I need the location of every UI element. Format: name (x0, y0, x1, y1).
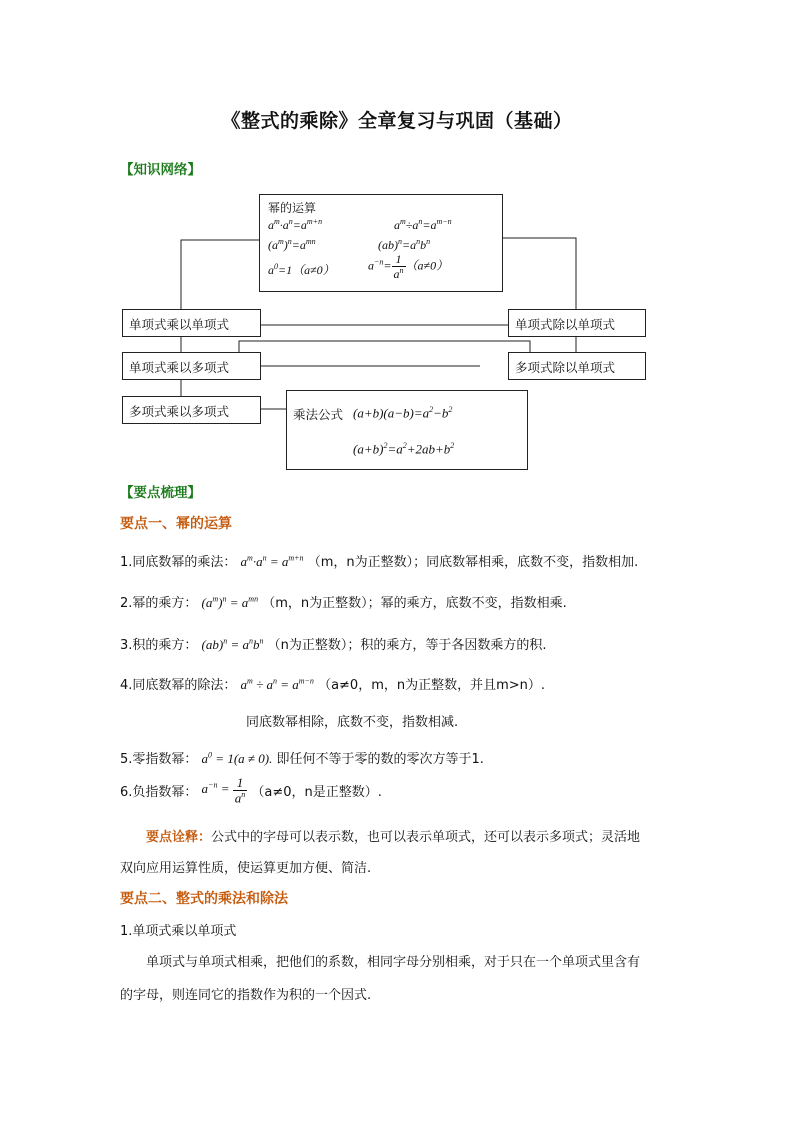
item1-cond: （m，n为正整数）； (307, 555, 427, 570)
node-poly-div-mono-label: 多项式除以单项式 (515, 360, 616, 375)
point2-para-line2: 的字母，则连同它的指数作为积的一个因式. (120, 988, 372, 1003)
power-rules-heading: 幂的运算 (268, 201, 317, 215)
point1-item4-text: 同底数幂相除，底数不变，指数相减. (246, 715, 459, 730)
node-poly-times-poly-label: 多项式乘以多项式 (129, 404, 230, 419)
point2-para-line1: 单项式与单项式相乘，把他们的系数，相同字母分别相乘，对于只在一个单项式里含有 (146, 955, 641, 970)
item6-prefix: 6.负指数幂： (120, 784, 198, 800)
item2-cond: （m，n为正整数）； (262, 596, 381, 611)
formula-difference-of-squares: $(a+b)(a-b)=a^2-b^2$ (353, 405, 453, 421)
point1-item2 (120, 592, 567, 611)
item4-formula: $a^m \div a^n = a^{m-n}$ (240, 676, 314, 692)
node-mono-times-mono (122, 309, 261, 337)
point1-note-line1 (146, 826, 640, 845)
node-poly-times-poly (122, 396, 261, 424)
point1-heading: 要点一、幂的运算 (120, 516, 232, 532)
power-rule-negative: $a^{-n}=$ $\frac{1}{a^n}$ （a≠0） (368, 252, 449, 281)
point1-item5 (120, 748, 484, 767)
point1-note-line2: 双向应用运算性质，使运算更加方便、简洁. (120, 861, 372, 876)
item1-formula: $a^m\cdot a^n = a^{m+n}$ (240, 553, 304, 569)
power-rule-power: $(a^m)^n=a^{mn}$ (268, 237, 316, 252)
item4-prefix: 4.同底数幂的除法： (120, 678, 237, 693)
item3-cond: （n为正整数）； (267, 638, 361, 653)
power-rule-product-power: $(ab)^n=a^nb^n$ (378, 237, 431, 252)
item2-prefix: 2.幂的乘方： (120, 596, 198, 611)
item5-formula: $a^0 = 1(a \ne 0)$. (201, 750, 273, 766)
point1-item6 (120, 776, 382, 805)
item6-formula: $a^{-n}$ = $\frac{1}{a^n}$ (201, 775, 246, 805)
power-rules-box (259, 194, 503, 292)
item4-cond: （a≠0，m，n为正整数，并且m>n）. (318, 678, 546, 693)
power-rule-quotient: $a^m\div a^n=a^{m-n}$ (394, 217, 452, 232)
power-rule-product: $a^m\cdot a^n=a^{m+n}$ (268, 217, 323, 232)
note-label: 要点诠释： (146, 830, 212, 845)
item1-prefix: 1.同底数幂的乘法： (120, 555, 237, 570)
page-title: 《整式的乘除》全章复习与巩固（基础） (221, 110, 573, 132)
point1-item1 (120, 551, 638, 570)
node-mono-times-mono-label: 单项式乘以单项式 (129, 317, 230, 332)
item6-cond: （a≠0，n是正整数）. (251, 784, 382, 800)
multiplication-formula-box (286, 390, 528, 470)
point2-heading: 要点二、整式的乘法和除法 (120, 891, 288, 907)
item1-text: 同底数幂相乘，底数不变，指数相加. (426, 555, 639, 570)
node-mono-times-poly (122, 352, 261, 380)
item5-text: 即任何不等于零的数的零次方等于1. (276, 752, 484, 767)
node-mono-times-poly-label: 单项式乘以多项式 (129, 360, 230, 375)
item5-prefix: 5.零指数幂： (120, 752, 198, 767)
node-mono-div-mono-label: 单项式除以单项式 (515, 317, 616, 332)
section-knowledge-network: 【知识网络】 (120, 162, 201, 178)
power-rule-zero: $a^0=1(a\ne 0)$ (268, 262, 335, 277)
point2-sub1: 1.单项式乘以单项式 (120, 924, 237, 939)
item3-text: 积的乘方，等于各因数乘方的积. (360, 638, 547, 653)
node-poly-div-mono (508, 352, 646, 380)
item2-text: 幂的乘方，底数不变，指数相乘. (380, 596, 567, 611)
item3-prefix: 3.积的乘方： (120, 638, 198, 653)
formula-label: 乘法公式 (293, 407, 344, 422)
point1-item3 (120, 634, 547, 653)
point1-item4 (120, 674, 545, 693)
item3-formula: $(ab)^n = a^nb^n$ (201, 636, 264, 652)
item2-formula: $(a^m)^n = a^{mn}$ (201, 594, 259, 610)
node-mono-div-mono (508, 309, 646, 337)
formula-perfect-square: $(a+b)^2=a^2+2ab+b^2$ (353, 441, 455, 457)
note-text1: 公式中的字母可以表示数，也可以表示单项式，还可以表示多项式；灵活地 (211, 830, 641, 845)
section-key-points: 【要点梳理】 (120, 485, 201, 501)
